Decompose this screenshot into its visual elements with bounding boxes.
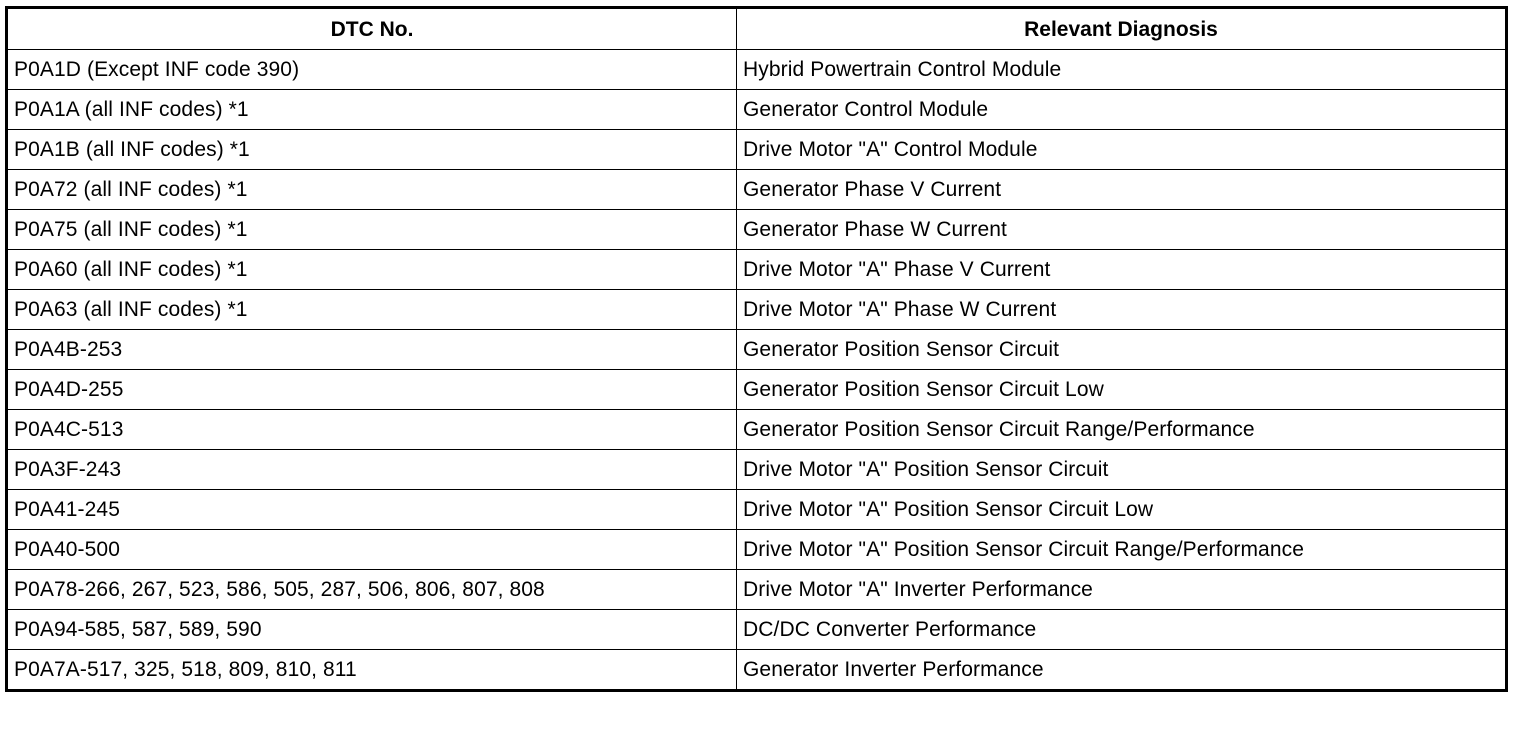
dtc-diagnosis-table (5, 6, 1508, 692)
table-row (7, 170, 1507, 210)
dtc-cell: P0A72 (all INF codes) *1 (7, 170, 737, 210)
diagnosis-cell: Drive Motor "A" Inverter Performance (737, 570, 1507, 610)
table-row (7, 450, 1507, 490)
diagnosis-cell: Drive Motor "A" Control Module (737, 130, 1507, 170)
table-row (7, 530, 1507, 570)
dtc-cell: P0A75 (all INF codes) *1 (7, 210, 737, 250)
diagnosis-cell: Drive Motor "A" Position Sensor Circuit Low (737, 490, 1507, 530)
header-relevant-diagnosis: Relevant Diagnosis (737, 8, 1507, 50)
dtc-cell: P0A41-245 (7, 490, 737, 530)
diagnosis-cell: Generator Phase V Current (737, 170, 1507, 210)
table-header-row (7, 8, 1507, 50)
table-row (7, 50, 1507, 90)
header-dtc-no: DTC No. (7, 8, 737, 50)
dtc-cell: P0A94-585, 587, 589, 590 (7, 610, 737, 650)
table-row (7, 570, 1507, 610)
dtc-cell: P0A4B-253 (7, 330, 737, 370)
dtc-cell: P0A1B (all INF codes) *1 (7, 130, 737, 170)
diagnosis-cell: Generator Position Sensor Circuit Low (737, 370, 1507, 410)
table-row (7, 490, 1507, 530)
table-row (7, 650, 1507, 691)
diagnosis-cell: Generator Inverter Performance (737, 650, 1507, 691)
table-row (7, 130, 1507, 170)
diagnosis-cell: DC/DC Converter Performance (737, 610, 1507, 650)
table-row (7, 210, 1507, 250)
dtc-cell: P0A60 (all INF codes) *1 (7, 250, 737, 290)
document-page (5, 6, 1505, 692)
dtc-cell: P0A78-266, 267, 523, 586, 505, 287, 506, 806, 807, 808 (7, 570, 737, 610)
diagnosis-cell: Drive Motor "A" Phase W Current (737, 290, 1507, 330)
table-row (7, 250, 1507, 290)
dtc-cell: P0A3F-243 (7, 450, 737, 490)
table-row (7, 370, 1507, 410)
diagnosis-cell: Drive Motor "A" Position Sensor Circuit (737, 450, 1507, 490)
dtc-cell: P0A1D (Except INF code 390) (7, 50, 737, 90)
dtc-cell: P0A4C-513 (7, 410, 737, 450)
diagnosis-cell: Generator Position Sensor Circuit (737, 330, 1507, 370)
diagnosis-cell: Generator Phase W Current (737, 210, 1507, 250)
dtc-cell: P0A63 (all INF codes) *1 (7, 290, 737, 330)
dtc-cell: P0A7A-517, 325, 518, 809, 810, 811 (7, 650, 737, 691)
table-row (7, 90, 1507, 130)
dtc-cell: P0A4D-255 (7, 370, 737, 410)
table-row (7, 330, 1507, 370)
table-row (7, 290, 1507, 330)
diagnosis-cell: Hybrid Powertrain Control Module (737, 50, 1507, 90)
table-row (7, 610, 1507, 650)
diagnosis-cell: Drive Motor "A" Position Sensor Circuit Range/Performance (737, 530, 1507, 570)
diagnosis-cell: Generator Position Sensor Circuit Range/Performance (737, 410, 1507, 450)
diagnosis-cell: Drive Motor "A" Phase V Current (737, 250, 1507, 290)
diagnosis-cell: Generator Control Module (737, 90, 1507, 130)
dtc-cell: P0A1A (all INF codes) *1 (7, 90, 737, 130)
table-row (7, 410, 1507, 450)
dtc-cell: P0A40-500 (7, 530, 737, 570)
